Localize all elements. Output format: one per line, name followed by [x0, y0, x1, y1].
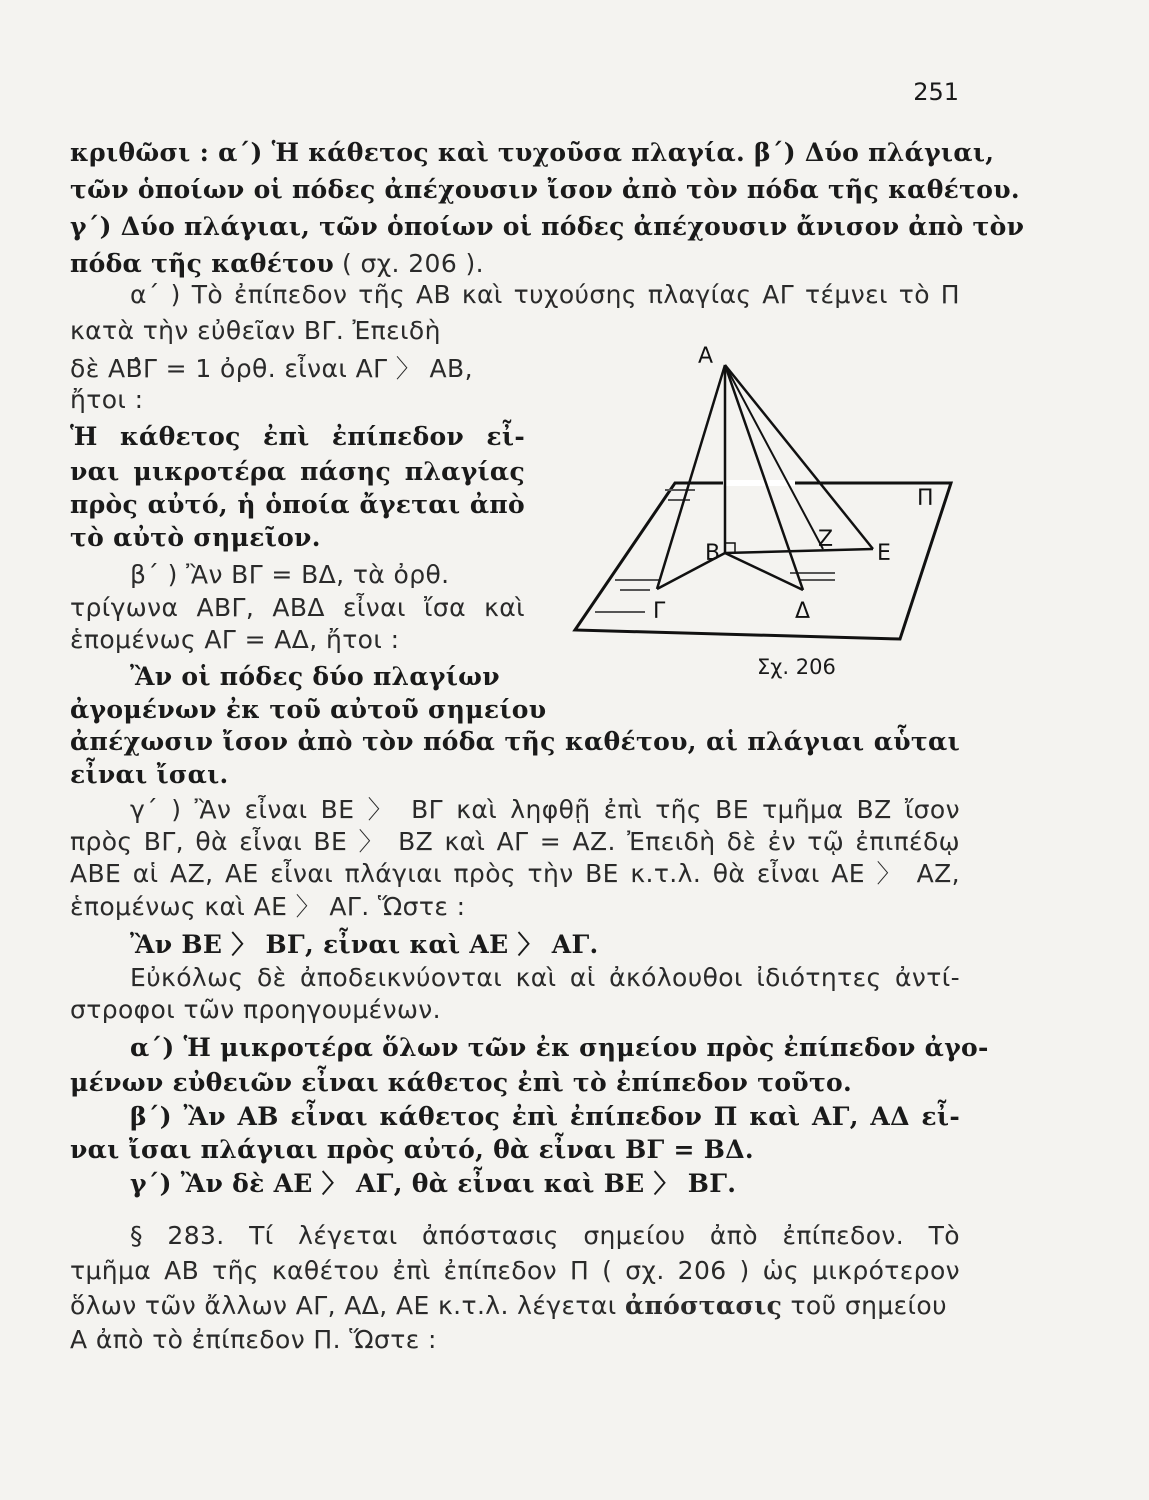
text-line: εἶναι ἴσαι.	[70, 760, 229, 789]
text-line: τμῆμα ΑΒ τῆς καθέτου ἐπὶ ἐπίπεδον Π ( σχ. 206 ) ὡς μικρότερον	[70, 1256, 960, 1285]
segment-AE	[725, 365, 873, 549]
segment-AD	[725, 365, 803, 590]
text-span: πόδα τῆς καθέτου	[70, 249, 335, 278]
text-line: β΄ ) Ἂν ΒΓ = ΒΔ, τὰ ὀρθ.	[130, 560, 450, 589]
right-angle-mark	[725, 543, 735, 553]
text-line: τὸ αὐτὸ σημεῖον.	[70, 523, 321, 552]
text-line: γ΄ ) Ἂν εἶναι ΒΕ 〉 ΒΓ καὶ ληφθῇ ἐπὶ τῆς ΒΕ τμῆμα ΒΖ ἴσον	[130, 795, 960, 824]
term-bold: ἀπόστασις	[624, 1291, 783, 1320]
page-number: 251	[913, 78, 959, 106]
text-line: Ἡ κάθετος ἐπὶ ἐπίπεδον εἶ-	[70, 422, 525, 451]
text-line: ἀπέχωσιν ἴσον ἀπὸ τὸν πόδα τῆς καθέτου, αἱ πλάγιαι αὗται	[70, 727, 960, 756]
text-line: μένων εὐθειῶν εἶναι κάθετος ἐπὶ τὸ ἐπίπεδον τοῦτο.	[70, 1068, 853, 1097]
plane-pi	[575, 483, 951, 639]
text-line: κατὰ τὴν εὐθεῖαν ΒΓ. Ἐπειδὴ	[70, 316, 441, 345]
text-line	[70, 249, 960, 279]
segment-BE	[725, 549, 873, 553]
label-Z: Ζ	[818, 527, 834, 552]
text-line: Εὐκόλως δὲ ἀποδεικνύονται καὶ αἱ ἀκόλουθοι ἰδιότητες ἀντί-	[130, 963, 960, 992]
text-line: ἀγομένων ἐκ τοῦ αὐτοῦ σημείου	[70, 695, 547, 724]
label-P: Π	[917, 486, 934, 511]
text-line: τῶν ὁποίων οἱ πόδες ἀπέχουσιν ἴσον ἀπὸ τὸν πόδα τῆς καθέτου.	[70, 175, 1020, 204]
text-line: ΑΒΕ αἱ ΑΖ, ΑΕ εἶναι πλάγιαι πρὸς τὴν ΒΕ κ.τ.λ. θὰ εἶναι ΑΕ 〉 ΑΖ,	[70, 859, 960, 888]
text-line: στροφοι τῶν προηγουμένων.	[70, 995, 441, 1024]
text-span: τοῦ σημείου	[790, 1291, 947, 1320]
label-A: Α	[698, 344, 714, 369]
text-line: ναι μικροτέρα πάσης πλαγίας	[70, 457, 525, 486]
label-B: Β	[705, 541, 721, 566]
text-line: τρίγωνα ΑΒΓ, ΑΒΔ εἶναι ἴσα καὶ	[70, 593, 525, 622]
text-line: δὲ ΑΒ̂Γ = 1 ὀρθ. εἶναι ΑΓ 〉 ΑΒ,	[70, 354, 473, 383]
text-span: ὅλων τῶν ἄλλων ΑΓ, ΑΔ, ΑΕ κ.τ.λ. λέγεται	[70, 1291, 617, 1320]
figure-reference: ( σχ. 206 ).	[341, 249, 485, 278]
text-line: πρὸς ΒΓ, θὰ εἶναι ΒΕ 〉 ΒΖ καὶ ΑΓ = ΑΖ. Ἐπειδὴ δὲ ἐν τῷ ἐπιπέδῳ	[70, 827, 960, 856]
label-D: Δ	[795, 599, 811, 624]
label-E: Ε	[877, 541, 891, 566]
text-line: ἤτοι :	[70, 385, 144, 414]
text-line: κριθῶσι : α΄) Ἡ κάθετος καὶ τυχοῦσα πλαγία. β΄) Δύο πλάγιαι,	[70, 138, 995, 167]
text-line: ναι ἴσαι πλάγιαι πρὸς αὐτό, θὰ εἶναι ΒΓ = ΒΔ.	[70, 1135, 754, 1164]
figure-caption: Σχ. 206	[757, 655, 836, 679]
figure-206	[565, 340, 955, 645]
section-heading-line: § 283. Τί λέγεται ἀπόστασις σημείου ἀπὸ ἐπίπεδον. Τὸ	[130, 1221, 960, 1250]
text-line: γ΄) Ἂν δὲ ΑΕ 〉 ΑΓ, θὰ εἶναι καὶ ΒΕ 〉 ΒΓ.	[130, 1169, 737, 1198]
text-line: Ἂν οἱ πόδες δύο πλαγίων	[130, 662, 500, 691]
text-line: α΄ ) Τὸ ἐπίπεδον τῆς ΑΒ καὶ τυχούσης πλαγίας ΑΓ τέμνει τὸ Π	[130, 280, 960, 309]
text-line: α΄) Ἡ μικροτέρα ὅλων τῶν ἐκ σημείου πρὸς ἐπίπεδον ἀγο-	[130, 1033, 989, 1062]
text-line: πρὸς αὐτό, ἡ ὁποία ἄγεται ἀπὸ	[70, 490, 525, 519]
text-line	[70, 1291, 960, 1321]
text-line: γ΄) Δύο πλάγιαι, τῶν ὁποίων οἱ πόδες ἀπέχουσιν ἄνισον ἀπὸ τὸν	[70, 212, 1025, 241]
text-line: Ἂν ΒΕ 〉 ΒΓ, εἶναι καὶ ΑΕ 〉 ΑΓ.	[130, 930, 599, 959]
text-line: ἑπομένως καὶ ΑΕ 〉 ΑΓ. Ὥστε :	[70, 892, 466, 921]
text-line: Α ἀπὸ τὸ ἐπίπεδον Π. Ὥστε :	[70, 1325, 437, 1354]
segment-AZ	[725, 365, 823, 549]
text-line: β΄) Ἂν ΑΒ εἶναι κάθετος ἐπὶ ἐπίπεδον Π καὶ ΑΓ, ΑΔ εἶ-	[130, 1102, 960, 1131]
label-G: Γ	[653, 599, 666, 624]
text-line: ἑπομένως ΑΓ = ΑΔ, ἤτοι :	[70, 625, 400, 654]
